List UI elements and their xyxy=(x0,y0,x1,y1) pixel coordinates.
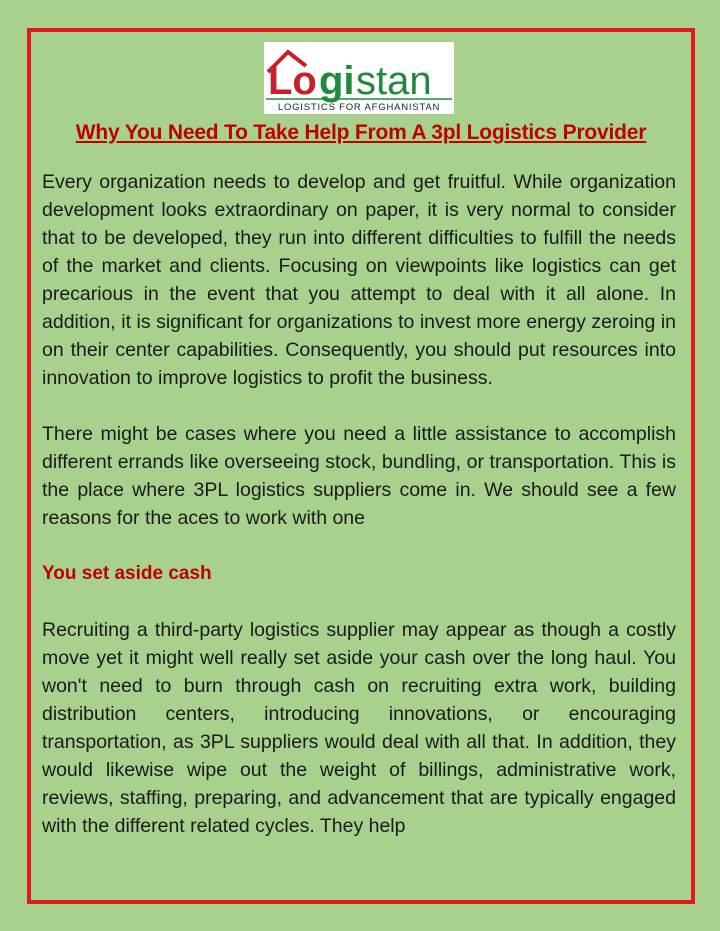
page-title: Why You Need To Take Help From A 3pl Logistics Provider xyxy=(75,121,647,144)
logo-graphic xyxy=(264,42,454,114)
paragraph-save-cash: Recruiting a third-party logistics supplier may appear as though a costly move yet it might well really set aside your cash over the long haul. You won't need to burn through cash on recruiting extra work, building distribution centers, introducing innovations, or encouraging transportation, as 3PL suppliers would deal with all that. In addition, they would likewise wipe out the weight of billings, administrative work, reviews, staffing, preparing, and advancement that are typically engaged with the different related cycles. They help xyxy=(42,619,676,837)
paragraph-intro: Every organization needs to develop and get fruitful. While organization development looks extraordinary on paper, it is very normal to consider that to be developed, they run into different difficulties to fulfill the needs of the market and clients. Focusing on viewpoints like logistics can get precarious in the event that you attempt to deal with it all alone. In addition, it is significant for organizations to invest more energy zeroing in on their center capabilities. Consequently, you should put resources into innovation to improve logistics to profit the business. xyxy=(42,171,676,389)
logo-wordmark-lo: Lo xyxy=(268,59,317,103)
logo-wordmark-stan: stan xyxy=(356,59,432,103)
paragraph-spacer xyxy=(42,532,676,560)
logo-tagline: LOGISTICS FOR AFGHANISTAN xyxy=(277,102,441,113)
section-heading: You set aside cash xyxy=(42,563,212,584)
article-body xyxy=(42,168,676,840)
paragraph-spacer xyxy=(42,588,676,616)
paragraph-spacer xyxy=(42,392,676,420)
logistan-logo xyxy=(264,42,454,114)
paragraph-assistance: There might be cases where you need a little assistance to accomplish different errands like overseeing stock, bundling, or transportation. This is the place where 3PL logistics suppliers come in. We should see a few reasons for the aces to work with one xyxy=(42,423,676,529)
logo-wordmark-gi: gi xyxy=(319,59,355,103)
